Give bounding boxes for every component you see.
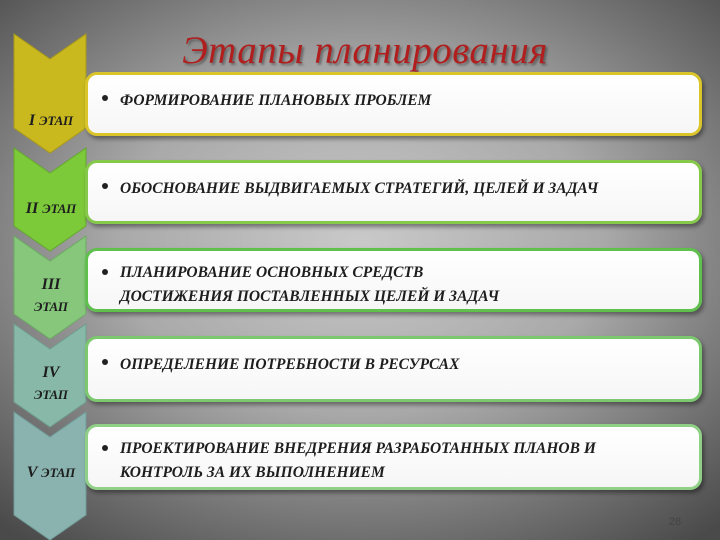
page-number: 28: [668, 516, 682, 528]
stage-3-sub: ЭТАП: [33, 299, 69, 314]
stage-4-sub: ЭТАП: [33, 387, 69, 402]
stage-1-label: [14, 110, 88, 132]
stage-1-text: ФОРМИРОВАНИЕ ПЛАНОВЫХ ПРОБЛЕМ: [120, 92, 432, 109]
stage-1-box: [85, 72, 702, 136]
stage-1-chevron: [14, 34, 86, 153]
bullet-icon: [102, 183, 108, 189]
stage-3-roman: III: [41, 276, 61, 293]
stage-4-label: [14, 362, 88, 406]
bullet-icon: [102, 445, 108, 451]
stage-4-box: [85, 336, 702, 402]
stage-5-box: [85, 424, 702, 490]
stage-3-box: [85, 248, 702, 312]
bullet-icon: [102, 269, 108, 275]
slide-title: Этапы планирования: [182, 29, 548, 72]
stage-3-text: ПЛАНИРОВАНИЕ ОСНОВНЫХ СРЕДСТВ ДОСТИЖЕНИЯ ПОСТАВЛЕННЫХ ЦЕЛЕЙ И ЗАДАЧ: [120, 264, 500, 305]
stage-2-sub: ЭТАП: [42, 201, 77, 216]
bullet-icon: [102, 359, 108, 365]
stage-5-sub: ЭТАП: [41, 465, 76, 480]
stage-5-roman: V: [26, 464, 38, 481]
stage-2-roman: II: [25, 200, 39, 217]
stage-1-sub: ЭТАП: [39, 113, 74, 128]
stage-4-roman: IV: [42, 364, 60, 381]
stage-5-label: [14, 462, 88, 484]
stage-3-label: [14, 274, 88, 318]
stage-2-text: ОБОСНОВАНИЕ ВЫДВИГАЕМЫХ СТРАТЕГИЙ, ЦЕЛЕЙ И ЗАДАЧ: [120, 180, 599, 197]
stage-1-roman: I: [28, 112, 36, 129]
stage-2-label: [14, 198, 88, 220]
stage-2-box: [85, 160, 702, 224]
stage-4-text: ОПРЕДЕЛЕНИЕ ПОТРЕБНОСТИ В РЕСУРСАХ: [120, 356, 460, 373]
bullet-icon: [102, 95, 108, 101]
stage-5-text: ПРОЕКТИРОВАНИЕ ВНЕДРЕНИЯ РАЗРАБОТАННЫХ ПЛАНОВ И КОНТРОЛЬ ЗА ИХ ВЫПОЛНЕНИЕМ: [120, 440, 596, 481]
